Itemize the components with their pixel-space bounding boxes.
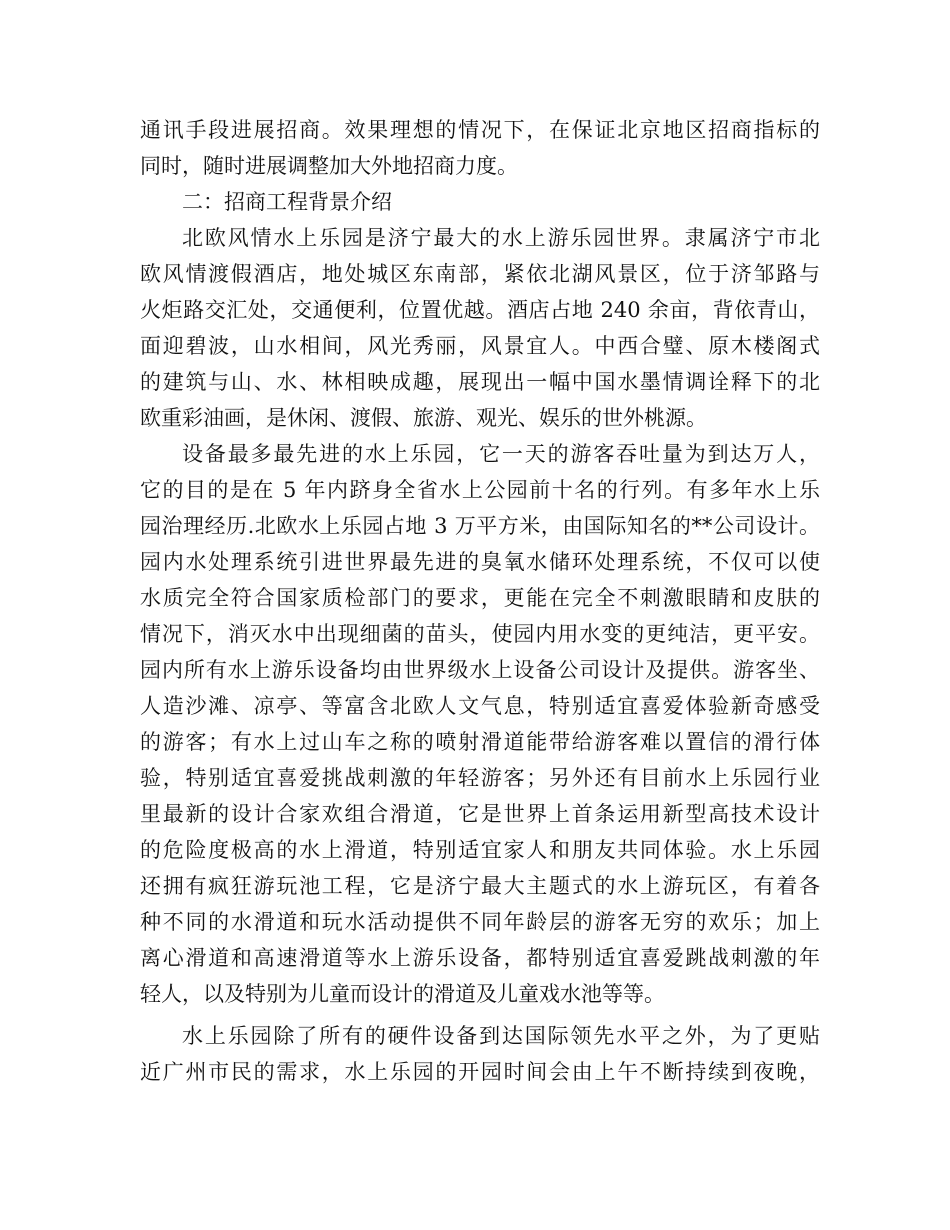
text-line: 水质完全符合国家质检部门的要求，更能在完全不刺激眼睛和皮肤的 (140, 586, 820, 610)
text-line: 的建筑与山、水、林相映成趣，展现出一幅中国水墨情调诠释下的北 (140, 370, 820, 394)
text-line: 的游客；有水上过山车之称的喷射滑道能带给游客难以置信的滑行体 (140, 730, 820, 754)
text-line: 火炬路交汇处，交通便利，位置优越。酒店占地 240 余亩，背依青山， (140, 298, 820, 322)
text-line: 的危险度极高的水上滑道，特别适宜家人和朋友共同体验。水上乐园 (140, 838, 820, 862)
text-line: 离心滑道和高速滑道等水上游乐设备，都特别适宜喜爱跳战刺激的年 (140, 946, 820, 970)
text-line: 轻人，以及特别为儿童而设计的滑道及儿童戏水池等等。 (140, 982, 665, 1006)
section-heading: 二：招商工程背景介绍 (182, 190, 392, 214)
text-line: 园治理经历.北欧水上乐园占地 3 万平方米，由国际知名的**公司设计。 (140, 514, 820, 538)
text-line: 还拥有疯狂游玩池工程，它是济宁最大主题式的水上游玩区，有着各 (140, 874, 820, 898)
text-line: 里最新的设计合家欢组合滑道，它是世界上首条运用新型高技术设计 (140, 802, 820, 826)
text-line: 验，特别适宜喜爱挑战刺激的年轻游客；另外还有目前水上乐园行业 (140, 766, 820, 790)
text-line: 欧风情渡假酒店，地处城区东南部，紧依北湖风景区，位于济邹路与 (140, 262, 820, 286)
text-line: 面迎碧波，山水相间，风光秀丽，风景宜人。中西合璧、原木楼阁式 (140, 334, 820, 358)
text-line: 园内水处理系统引进世界最先进的臭氧水储环处理系统，不仅可以使 (140, 550, 820, 574)
text-line: 它的目的是在 5 年内跻身全省水上公园前十名的行列。有多年水上乐 (140, 478, 820, 502)
text-line: 设备最多最先进的水上乐园，它一天的游客吞吐量为到达万人， (182, 442, 820, 466)
text-line: 近广州市民的需求，水上乐园的开园时间会由上午不断持续到夜晚， (140, 1060, 820, 1084)
text-line: 人造沙滩、凉亭、等富含北欧人文气息，特别适宜喜爱体验新奇感受 (140, 694, 820, 718)
text-line: 种不同的水滑道和玩水活动提供不同年龄层的游客无穷的欢乐；加上 (140, 910, 820, 934)
text-line: 欧重彩油画，是休闲、渡假、旅游、观光、娱乐的世外桃源。 (140, 406, 707, 430)
text-line: 园内所有水上游乐设备均由世界级水上设备公司设计及提供。游客坐、 (140, 658, 820, 682)
text-line: 水上乐园除了所有的硬件设备到达国际领先水平之外，为了更贴 (182, 1024, 820, 1048)
text-line: 北欧风情水上乐园是济宁最大的水上游乐园世界。隶属济宁市北 (182, 226, 820, 250)
text-line: 情况下，消灭水中出现细菌的苗头，使园内用水变的更纯洁，更平安。 (140, 622, 820, 646)
text-line: 同时，随时进展调整加大外地招商力度。 (140, 154, 518, 178)
text-line: 通讯手段进展招商。效果理想的情况下，在保证北京地区招商指标的 (140, 118, 820, 142)
